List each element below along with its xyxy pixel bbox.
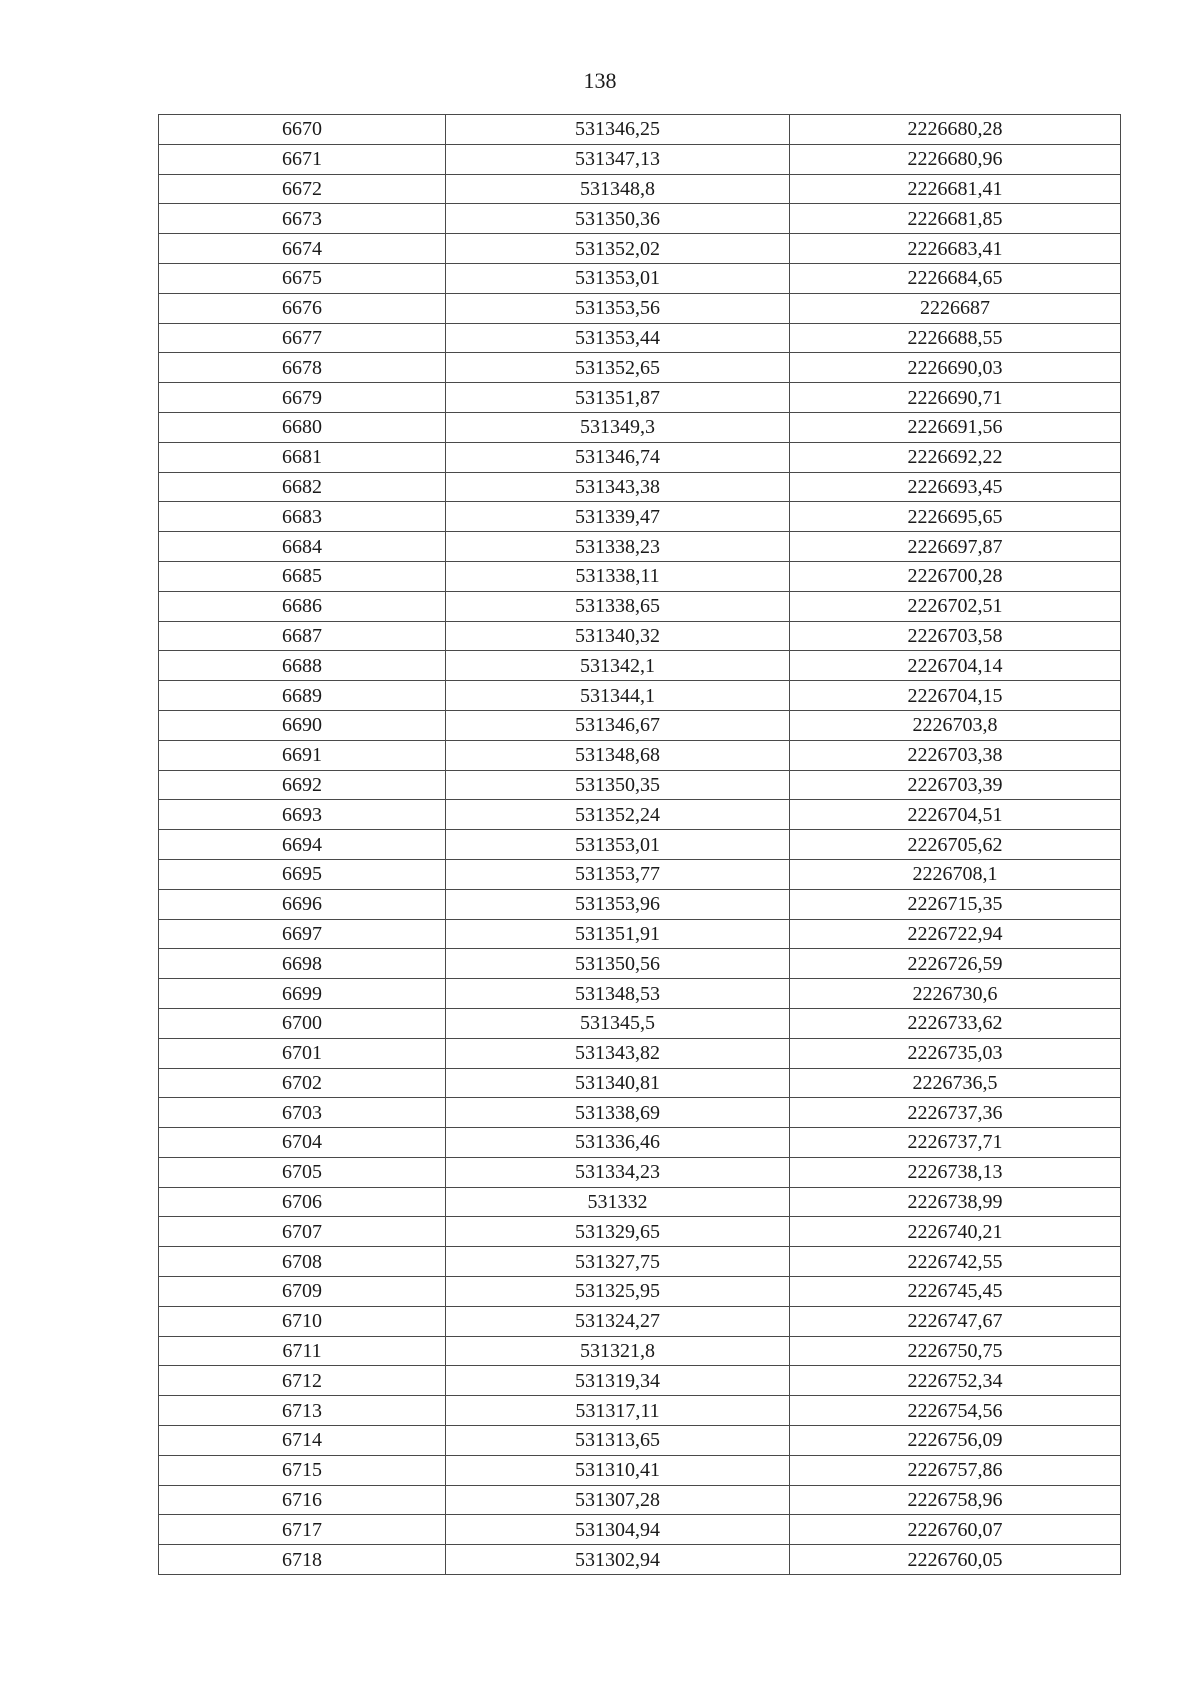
- table-row: [159, 1008, 1121, 1038]
- y-coordinate-cell: 2226760,05: [790, 1545, 1121, 1575]
- y-coordinate-cell: 2226760,07: [790, 1515, 1121, 1545]
- table-row: [159, 949, 1121, 979]
- table-row: [159, 353, 1121, 383]
- y-coordinate-cell: 2226757,86: [790, 1455, 1121, 1485]
- y-coordinate-cell: 2226703,58: [790, 621, 1121, 651]
- table-row: [159, 1098, 1121, 1128]
- y-coordinate-cell: 2226680,28: [790, 115, 1121, 145]
- y-coordinate-cell: 2226697,87: [790, 532, 1121, 562]
- table-row: [159, 651, 1121, 681]
- x-coordinate-cell: 531346,74: [446, 442, 790, 472]
- y-coordinate-cell: 2226688,55: [790, 323, 1121, 353]
- point-number-cell: 6714: [159, 1426, 446, 1456]
- point-number-cell: 6682: [159, 472, 446, 502]
- table-row: [159, 919, 1121, 949]
- y-coordinate-cell: 2226726,59: [790, 949, 1121, 979]
- x-coordinate-cell: 531353,56: [446, 293, 790, 323]
- table-row: [159, 681, 1121, 711]
- table-row: [159, 1455, 1121, 1485]
- point-number-cell: 6673: [159, 204, 446, 234]
- x-coordinate-cell: 531304,94: [446, 1515, 790, 1545]
- y-coordinate-cell: 2226740,21: [790, 1217, 1121, 1247]
- table-row: [159, 621, 1121, 651]
- table-row: [159, 442, 1121, 472]
- table-row: [159, 383, 1121, 413]
- y-coordinate-cell: 2226736,5: [790, 1068, 1121, 1098]
- x-coordinate-cell: 531353,96: [446, 889, 790, 919]
- y-coordinate-cell: 2226747,67: [790, 1306, 1121, 1336]
- table-row: [159, 1396, 1121, 1426]
- y-coordinate-cell: 2226702,51: [790, 591, 1121, 621]
- x-coordinate-cell: 531346,25: [446, 115, 790, 145]
- table-row: [159, 1545, 1121, 1575]
- table-row: [159, 472, 1121, 502]
- point-number-cell: 6684: [159, 532, 446, 562]
- point-number-cell: 6690: [159, 710, 446, 740]
- point-number-cell: 6674: [159, 234, 446, 264]
- y-coordinate-cell: 2226691,56: [790, 412, 1121, 442]
- y-coordinate-cell: 2226705,62: [790, 830, 1121, 860]
- y-coordinate-cell: 2226680,96: [790, 144, 1121, 174]
- point-number-cell: 6687: [159, 621, 446, 651]
- point-number-cell: 6696: [159, 889, 446, 919]
- point-number-cell: 6685: [159, 561, 446, 591]
- y-coordinate-cell: 2226695,65: [790, 502, 1121, 532]
- x-coordinate-cell: 531313,65: [446, 1426, 790, 1456]
- x-coordinate-cell: 531345,5: [446, 1008, 790, 1038]
- point-number-cell: 6711: [159, 1336, 446, 1366]
- x-coordinate-cell: 531340,81: [446, 1068, 790, 1098]
- point-number-cell: 6702: [159, 1068, 446, 1098]
- x-coordinate-cell: 531348,68: [446, 740, 790, 770]
- y-coordinate-cell: 2226754,56: [790, 1396, 1121, 1426]
- y-coordinate-cell: 2226752,34: [790, 1366, 1121, 1396]
- table-row: [159, 1247, 1121, 1277]
- point-number-cell: 6692: [159, 770, 446, 800]
- x-coordinate-cell: 531321,8: [446, 1336, 790, 1366]
- point-number-cell: 6691: [159, 740, 446, 770]
- point-number-cell: 6707: [159, 1217, 446, 1247]
- y-coordinate-cell: 2226715,35: [790, 889, 1121, 919]
- point-number-cell: 6710: [159, 1306, 446, 1336]
- point-number-cell: 6701: [159, 1038, 446, 1068]
- table-row: [159, 591, 1121, 621]
- point-number-cell: 6677: [159, 323, 446, 353]
- table-row: [159, 412, 1121, 442]
- table-row: [159, 293, 1121, 323]
- point-number-cell: 6671: [159, 144, 446, 174]
- coordinates-table: [158, 114, 1121, 1575]
- y-coordinate-cell: 2226738,13: [790, 1157, 1121, 1187]
- x-coordinate-cell: 531334,23: [446, 1157, 790, 1187]
- table-row: [159, 740, 1121, 770]
- y-coordinate-cell: 2226704,15: [790, 681, 1121, 711]
- y-coordinate-cell: 2226690,03: [790, 353, 1121, 383]
- point-number-cell: 6703: [159, 1098, 446, 1128]
- x-coordinate-cell: 531347,13: [446, 144, 790, 174]
- x-coordinate-cell: 531346,67: [446, 710, 790, 740]
- y-coordinate-cell: 2226692,22: [790, 442, 1121, 472]
- x-coordinate-cell: 531349,3: [446, 412, 790, 442]
- point-number-cell: 6704: [159, 1128, 446, 1158]
- x-coordinate-cell: 531340,32: [446, 621, 790, 651]
- x-coordinate-cell: 531319,34: [446, 1366, 790, 1396]
- table-row: [159, 115, 1121, 145]
- table-row: [159, 204, 1121, 234]
- point-number-cell: 6680: [159, 412, 446, 442]
- x-coordinate-cell: 531350,56: [446, 949, 790, 979]
- x-coordinate-cell: 531353,77: [446, 859, 790, 889]
- table-row: [159, 979, 1121, 1009]
- y-coordinate-cell: 2226681,41: [790, 174, 1121, 204]
- table-row: [159, 800, 1121, 830]
- table-row: [159, 234, 1121, 264]
- x-coordinate-cell: 531350,36: [446, 204, 790, 234]
- y-coordinate-cell: 2226683,41: [790, 234, 1121, 264]
- table-row: [159, 1187, 1121, 1217]
- x-coordinate-cell: 531344,1: [446, 681, 790, 711]
- x-coordinate-cell: 531338,65: [446, 591, 790, 621]
- point-number-cell: 6689: [159, 681, 446, 711]
- y-coordinate-cell: 2226733,62: [790, 1008, 1121, 1038]
- x-coordinate-cell: 531353,01: [446, 263, 790, 293]
- point-number-cell: 6679: [159, 383, 446, 413]
- y-coordinate-cell: 2226690,71: [790, 383, 1121, 413]
- y-coordinate-cell: 2226722,94: [790, 919, 1121, 949]
- table-row: [159, 1038, 1121, 1068]
- x-coordinate-cell: 531338,11: [446, 561, 790, 591]
- x-coordinate-cell: 531350,35: [446, 770, 790, 800]
- table-row: [159, 710, 1121, 740]
- y-coordinate-cell: 2226758,96: [790, 1485, 1121, 1515]
- x-coordinate-cell: 531317,11: [446, 1396, 790, 1426]
- page-number: 138: [583, 68, 617, 93]
- point-number-cell: 6681: [159, 442, 446, 472]
- table-row: [159, 1068, 1121, 1098]
- y-coordinate-cell: 2226700,28: [790, 561, 1121, 591]
- x-coordinate-cell: 531324,27: [446, 1306, 790, 1336]
- y-coordinate-cell: 2226730,6: [790, 979, 1121, 1009]
- table-row: [159, 1485, 1121, 1515]
- y-coordinate-cell: 2226693,45: [790, 472, 1121, 502]
- y-coordinate-cell: 2226704,51: [790, 800, 1121, 830]
- y-coordinate-cell: 2226750,75: [790, 1336, 1121, 1366]
- x-coordinate-cell: 531332: [446, 1187, 790, 1217]
- point-number-cell: 6718: [159, 1545, 446, 1575]
- x-coordinate-cell: 531342,1: [446, 651, 790, 681]
- point-number-cell: 6676: [159, 293, 446, 323]
- table-row: [159, 889, 1121, 919]
- point-number-cell: 6705: [159, 1157, 446, 1187]
- table-row: [159, 1306, 1121, 1336]
- y-coordinate-cell: 2226742,55: [790, 1247, 1121, 1277]
- x-coordinate-cell: 531343,38: [446, 472, 790, 502]
- x-coordinate-cell: 531353,44: [446, 323, 790, 353]
- point-number-cell: 6675: [159, 263, 446, 293]
- y-coordinate-cell: 2226703,39: [790, 770, 1121, 800]
- y-coordinate-cell: 2226703,38: [790, 740, 1121, 770]
- point-number-cell: 6709: [159, 1277, 446, 1307]
- x-coordinate-cell: 531338,69: [446, 1098, 790, 1128]
- point-number-cell: 6700: [159, 1008, 446, 1038]
- x-coordinate-cell: 531348,53: [446, 979, 790, 1009]
- point-number-cell: 6697: [159, 919, 446, 949]
- x-coordinate-cell: 531352,02: [446, 234, 790, 264]
- x-coordinate-cell: 531338,23: [446, 532, 790, 562]
- y-coordinate-cell: 2226684,65: [790, 263, 1121, 293]
- x-coordinate-cell: 531351,91: [446, 919, 790, 949]
- x-coordinate-cell: 531336,46: [446, 1128, 790, 1158]
- table-row: [159, 532, 1121, 562]
- x-coordinate-cell: 531343,82: [446, 1038, 790, 1068]
- table-row: [159, 323, 1121, 353]
- point-number-cell: 6716: [159, 1485, 446, 1515]
- point-number-cell: 6717: [159, 1515, 446, 1545]
- table-row: [159, 263, 1121, 293]
- x-coordinate-cell: 531329,65: [446, 1217, 790, 1247]
- point-number-cell: 6694: [159, 830, 446, 860]
- y-coordinate-cell: 2226687: [790, 293, 1121, 323]
- x-coordinate-cell: 531353,01: [446, 830, 790, 860]
- point-number-cell: 6695: [159, 859, 446, 889]
- table-row: [159, 1426, 1121, 1456]
- x-coordinate-cell: 531352,24: [446, 800, 790, 830]
- table-row: [159, 1157, 1121, 1187]
- x-coordinate-cell: 531325,95: [446, 1277, 790, 1307]
- table-row: [159, 1336, 1121, 1366]
- table-row: [159, 502, 1121, 532]
- point-number-cell: 6698: [159, 949, 446, 979]
- point-number-cell: 6672: [159, 174, 446, 204]
- y-coordinate-cell: 2226735,03: [790, 1038, 1121, 1068]
- x-coordinate-cell: 531339,47: [446, 502, 790, 532]
- table-row: [159, 830, 1121, 860]
- table-row: [159, 770, 1121, 800]
- x-coordinate-cell: 531302,94: [446, 1545, 790, 1575]
- x-coordinate-cell: 531327,75: [446, 1247, 790, 1277]
- table-row: [159, 144, 1121, 174]
- point-number-cell: 6670: [159, 115, 446, 145]
- point-number-cell: 6686: [159, 591, 446, 621]
- point-number-cell: 6715: [159, 1455, 446, 1485]
- point-number-cell: 6706: [159, 1187, 446, 1217]
- table-row: [159, 1277, 1121, 1307]
- x-coordinate-cell: 531307,28: [446, 1485, 790, 1515]
- x-coordinate-cell: 531352,65: [446, 353, 790, 383]
- point-number-cell: 6713: [159, 1396, 446, 1426]
- x-coordinate-cell: 531348,8: [446, 174, 790, 204]
- y-coordinate-cell: 2226745,45: [790, 1277, 1121, 1307]
- point-number-cell: 6688: [159, 651, 446, 681]
- y-coordinate-cell: 2226681,85: [790, 204, 1121, 234]
- y-coordinate-cell: 2226737,36: [790, 1098, 1121, 1128]
- table-row: [159, 1128, 1121, 1158]
- point-number-cell: 6678: [159, 353, 446, 383]
- table-row: [159, 1515, 1121, 1545]
- coordinates-table-body: [159, 115, 1121, 1575]
- x-coordinate-cell: 531351,87: [446, 383, 790, 413]
- x-coordinate-cell: 531310,41: [446, 1455, 790, 1485]
- table-row: [159, 561, 1121, 591]
- y-coordinate-cell: 2226737,71: [790, 1128, 1121, 1158]
- y-coordinate-cell: 2226738,99: [790, 1187, 1121, 1217]
- point-number-cell: 6708: [159, 1247, 446, 1277]
- point-number-cell: 6693: [159, 800, 446, 830]
- point-number-cell: 6683: [159, 502, 446, 532]
- table-row: [159, 1217, 1121, 1247]
- point-number-cell: 6699: [159, 979, 446, 1009]
- y-coordinate-cell: 2226708,1: [790, 859, 1121, 889]
- y-coordinate-cell: 2226756,09: [790, 1426, 1121, 1456]
- table-row: [159, 1366, 1121, 1396]
- table-row: [159, 859, 1121, 889]
- table-row: [159, 174, 1121, 204]
- y-coordinate-cell: 2226704,14: [790, 651, 1121, 681]
- y-coordinate-cell: 2226703,8: [790, 710, 1121, 740]
- point-number-cell: 6712: [159, 1366, 446, 1396]
